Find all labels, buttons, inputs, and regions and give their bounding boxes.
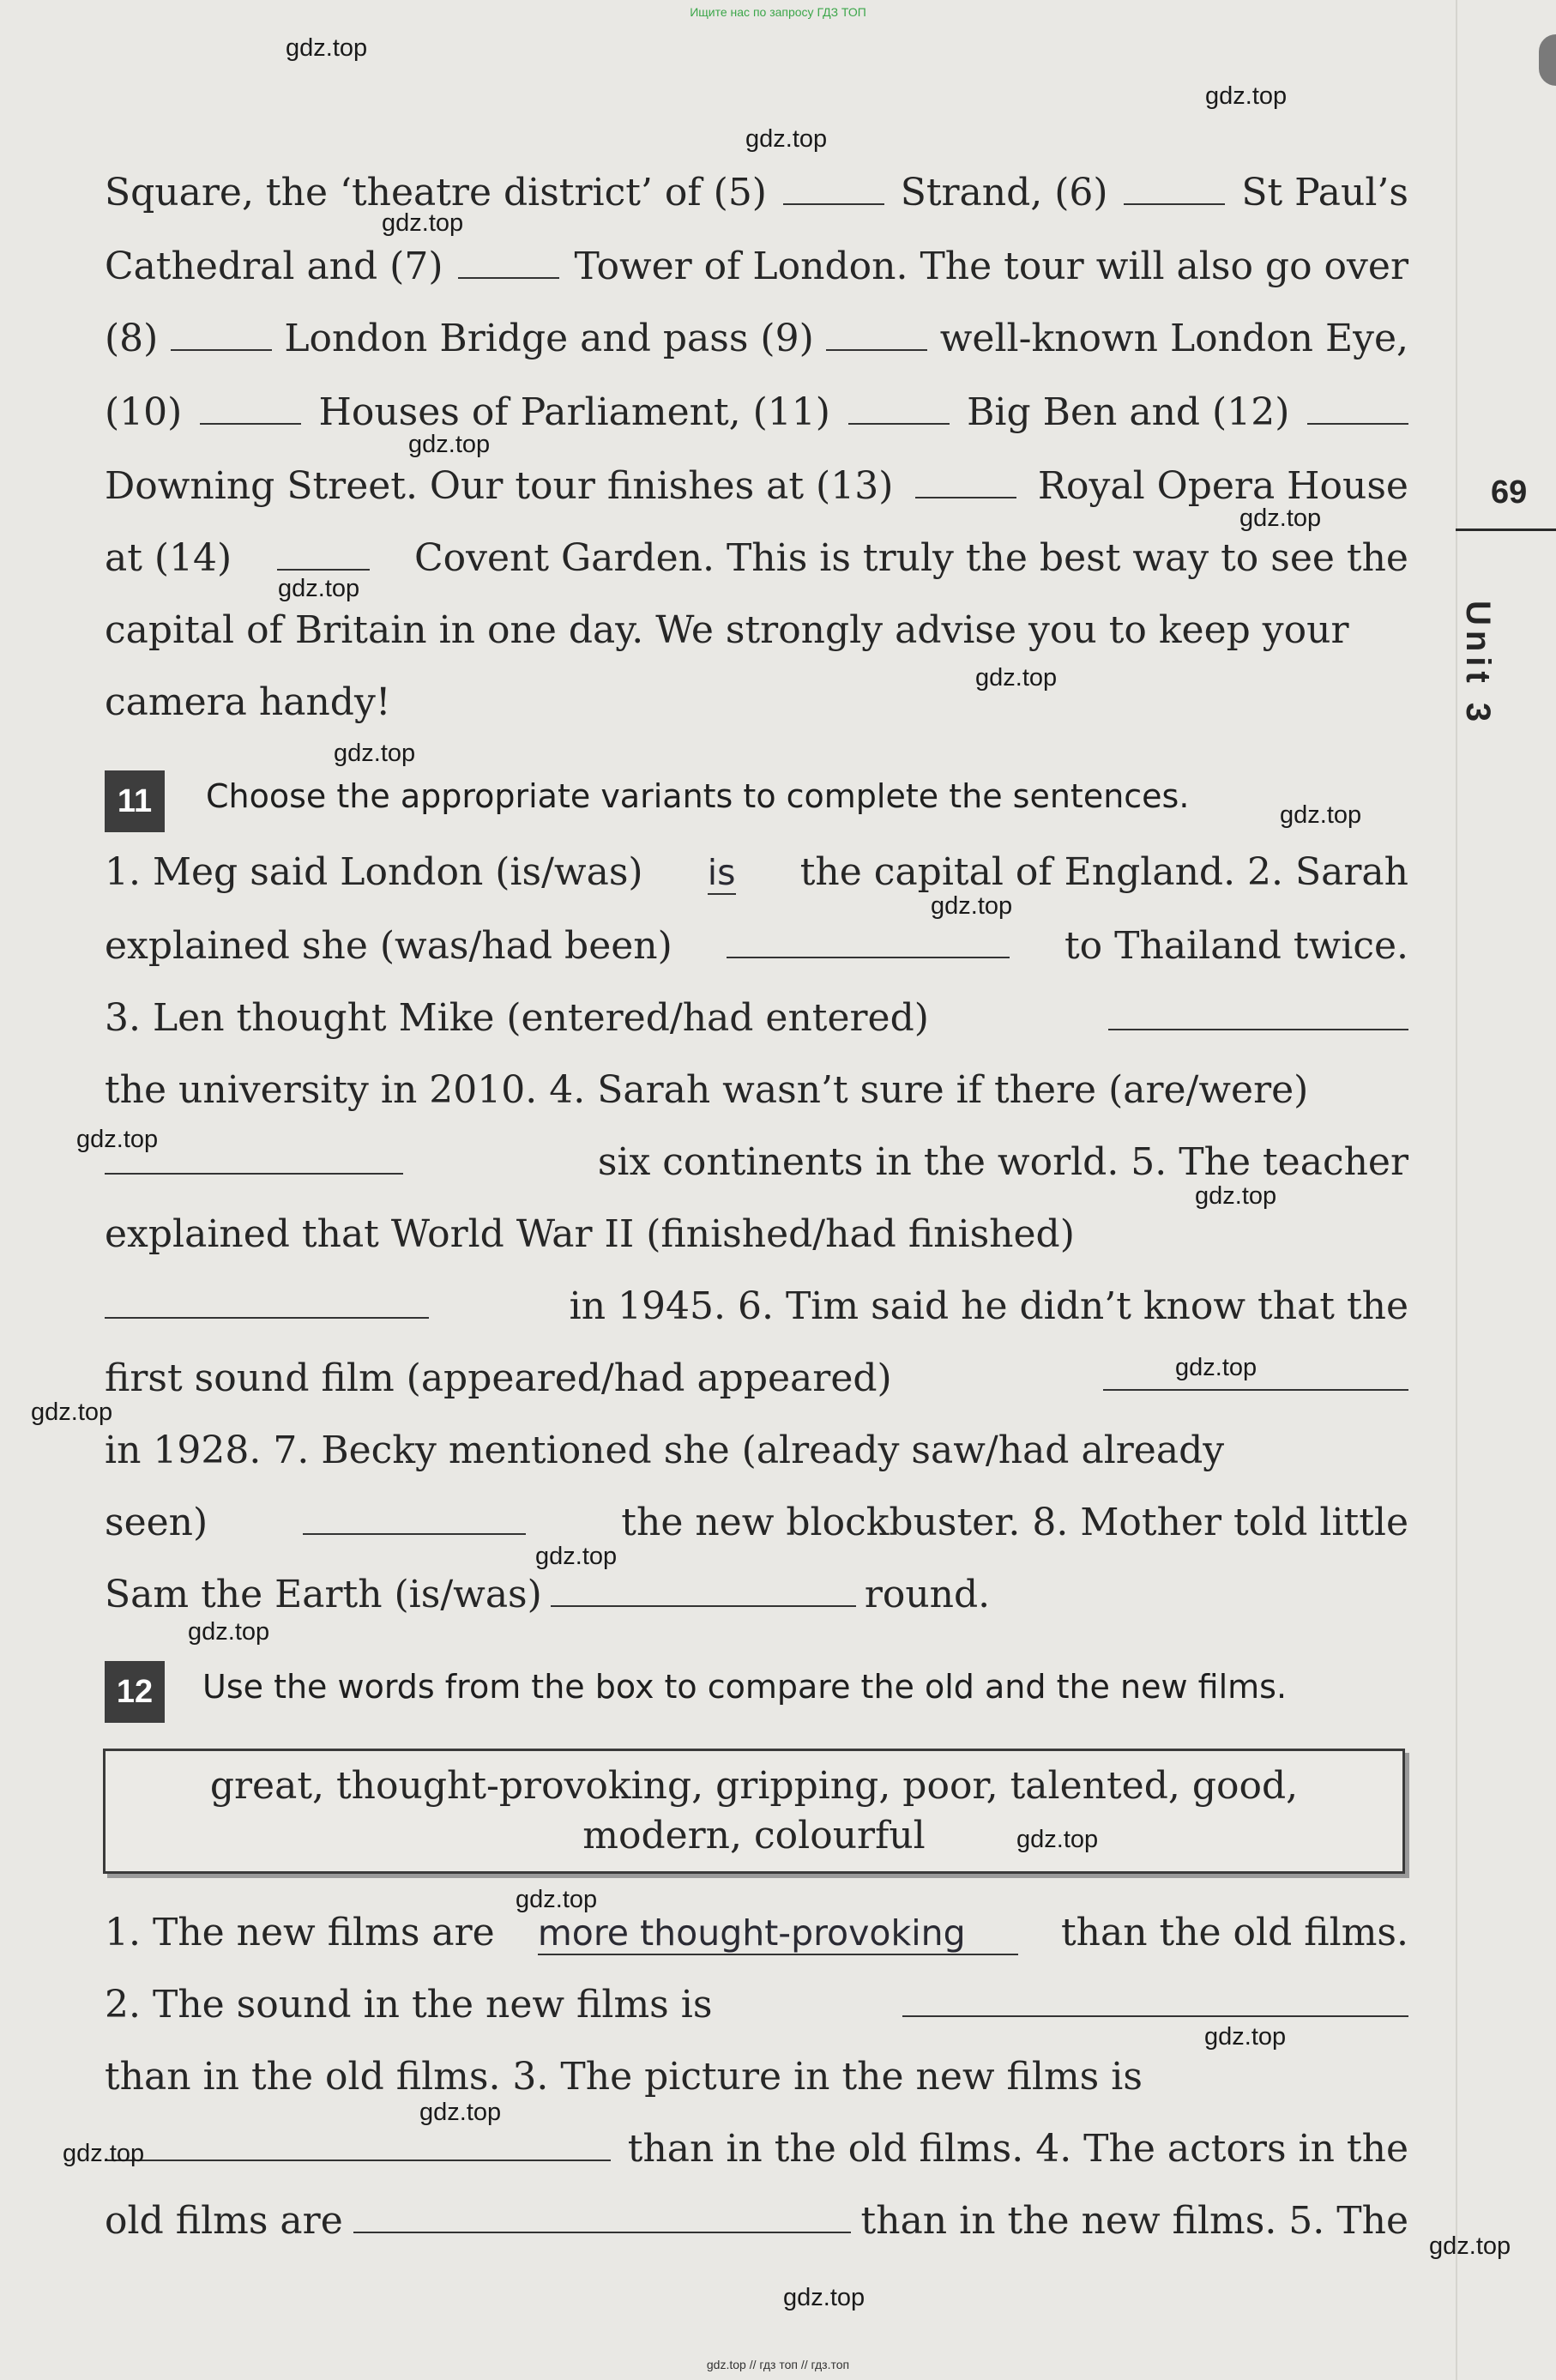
blank-12[interactable] <box>1307 394 1408 425</box>
exercise-11-instruction: Choose the appropriate variants to complete the sentences. <box>206 777 1190 815</box>
ex12-line-5: old films are than in the new films. 5. The <box>105 2199 1408 2243</box>
watermark: gdz.top <box>76 1126 159 1153</box>
watermark: gdz.top <box>1175 1354 1257 1381</box>
ex11-line-4: the university in 2010. 4. Sarah wasn’t sure if there (are/were) <box>105 1068 1309 1112</box>
watermark: gdz.top <box>286 34 368 62</box>
ex11-line-5: six continents in the world. 5. The teacher <box>105 1136 1408 1189</box>
blank-14[interactable] <box>277 540 370 571</box>
ex12-answer-1[interactable]: more thought-provoking <box>538 1912 1018 1955</box>
passage-line-6: at (14) Covent Garden. This is truly the best way to see the <box>105 536 1408 580</box>
watermark: gdz.top <box>1239 504 1322 532</box>
watermark: gdz.top <box>188 1618 270 1646</box>
blank-13[interactable] <box>915 468 1016 498</box>
ex12-blank-3[interactable] <box>105 2130 611 2161</box>
ex11-line-11: Sam the Earth (is/was) round. <box>105 1573 991 1616</box>
ex12-line-3: than in the old films. 3. The picture in the new films is <box>105 2055 1143 2099</box>
ex11-line-10: seen) the new blockbuster. 8. Mother told little <box>105 1501 1408 1544</box>
watermark: gdz.top <box>1195 1182 1277 1210</box>
ex12-line-1: 1. The new films are more thought-provoking than the old films. <box>105 1911 1408 1954</box>
blank-5[interactable] <box>783 174 884 205</box>
ex12-line-2: 2. The sound in the new films is <box>105 1978 1408 2032</box>
exercise-11-badge: 11 <box>105 770 165 832</box>
ex11-line-6: explained that World War II (finished/had finished) <box>105 1212 1075 1256</box>
watermark: gdz.top <box>1016 1826 1099 1853</box>
unit-label: Unit 3 <box>1459 601 1497 728</box>
blank-8[interactable] <box>171 320 272 351</box>
ex12-blank-4[interactable] <box>353 2202 851 2233</box>
ex11-line-3: 3. Len thought Mike (entered/had entered) <box>105 992 1408 1045</box>
ex11-line-9: in 1928. 7. Becky mentioned she (already saw/had already <box>105 1429 1225 1472</box>
ex11-line-7: in 1945. 6. Tim said he didn’t know that the <box>105 1280 1408 1333</box>
watermark: gdz.top <box>745 125 828 153</box>
passage-line-2: Cathedral and (7) Tower of London. The tour will also go over <box>105 245 1408 288</box>
ex11-answer-1[interactable]: is <box>707 852 736 893</box>
blank-9[interactable] <box>826 320 927 351</box>
passage-line-3: (8) London Bridge and pass (9) well-known London Eye, <box>105 317 1408 360</box>
ex11-line-1: 1. Meg said London (is/was) is the capital of England. 2. Sarah <box>105 850 1408 894</box>
blank-6[interactable] <box>1124 174 1225 205</box>
passage-line-7: capital of Britain in one day. We strongly advise you to keep your <box>105 608 1349 652</box>
ex11-blank-3[interactable] <box>1108 1000 1408 1030</box>
watermark: gdz.top <box>931 892 1013 920</box>
watermark: gdz.top <box>1205 82 1288 110</box>
watermark: gdz.top <box>783 2284 865 2311</box>
corner-tab <box>1539 34 1556 86</box>
watermark: gdz.top <box>1280 801 1362 829</box>
page-number: 69 <box>1491 474 1528 510</box>
passage-line-8: camera handy! <box>105 680 391 724</box>
ex12-blank-2[interactable] <box>902 1986 1408 2017</box>
word-box-line-1: great, thought-provoking, gripping, poor, talented, good, <box>209 1764 1299 1808</box>
ex11-blank-2[interactable] <box>727 927 1010 958</box>
watermark: gdz.top <box>382 209 464 237</box>
ex11-line-2: explained she (was/had been) to Thailand twice. <box>105 924 1408 968</box>
ex11-blank-7[interactable] <box>303 1504 526 1535</box>
blank-7[interactable] <box>458 248 559 279</box>
blank-11[interactable] <box>848 394 950 425</box>
watermark: gdz.top <box>516 1886 598 1913</box>
watermark: gdz.top <box>31 1398 113 1426</box>
exercise-12-badge: 12 <box>105 1661 165 1723</box>
watermark: gdz.top <box>535 1543 618 1570</box>
top-banner: Ищите нас по запросу ГДЗ ТОП <box>690 5 866 19</box>
ex11-line-8: first sound film (appeared/had appeared) <box>105 1352 1408 1405</box>
exercise-12-instruction: Use the words from the box to compare the old and the new films. <box>202 1668 1288 1706</box>
watermark: gdz.top <box>975 664 1058 692</box>
watermark: gdz.top <box>334 740 416 767</box>
blank-10[interactable] <box>200 394 301 425</box>
sidebar-rule <box>1456 529 1556 531</box>
ex12-line-4: than in the old films. 4. The actors in the <box>105 2123 1408 2176</box>
passage-line-1: Square, the ‘theatre district’ of (5) Strand, (6) St Paul’s <box>105 171 1408 214</box>
watermark: gdz.top <box>1429 2232 1511 2260</box>
ex11-blank-5[interactable] <box>105 1288 429 1319</box>
word-box <box>103 1749 1405 1874</box>
watermark: gdz.top <box>63 2140 145 2167</box>
page-gutter-shadow <box>1456 0 1457 2380</box>
watermark: gdz.top <box>419 2099 502 2126</box>
ex11-blank-8[interactable] <box>551 1576 856 1607</box>
bottom-banner: gdz.top // гдз топ // гдз.топ <box>706 2358 850 2371</box>
passage-line-4: (10) Houses of Parliament, (11) Big Ben and (12) <box>105 386 1408 439</box>
watermark: gdz.top <box>278 575 360 602</box>
passage-line-5: Downing Street. Our tour finishes at (13) Royal Opera House <box>105 464 1408 508</box>
watermark: gdz.top <box>408 431 491 458</box>
word-box-line-2: modern, colourful <box>582 1814 926 1857</box>
watermark: gdz.top <box>1204 2023 1287 2051</box>
